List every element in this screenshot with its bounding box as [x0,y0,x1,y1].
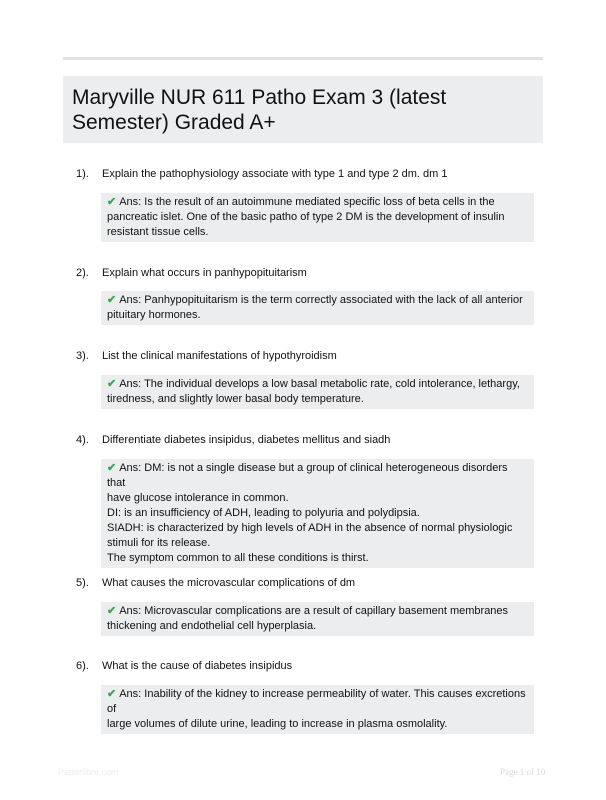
question-item [63,348,543,405]
answer-box [101,193,534,242]
answer-text: Ans: The individual develops a low basal metabolic rate, cold intolerance, lethargy, [119,378,520,390]
answer-box [101,459,534,568]
answer-text: resistant tissue cells. [107,226,209,238]
check-icon: ✔ [107,462,117,474]
answer-text: Ans: DM: is not a single disease but a group of clinical heterogeneous disorders that [107,462,508,489]
question-item [63,166,543,238]
question-number: 5). [76,577,89,589]
answer-text: SIADH: is characterized by high levels of ADH in the absence of normal physiologic [107,522,513,534]
answer-text: The symptom common to all these conditions is thirst. [107,552,369,564]
answer-box [101,685,534,734]
check-icon: ✔ [107,378,117,390]
document-title: Maryville NUR 611 Patho Exam 3 (latest Semester) Graded A+ [72,86,447,134]
answer-text: Ans: Microvascular complications are a result of capillary basement membranes [119,605,509,617]
question-number: 2). [76,267,89,279]
answer-box [101,602,534,636]
answer-box [101,375,534,409]
answer-text: Ans: Panhypopituitarism is the term correctly associated with the lack of all anterior [119,294,523,306]
question-number: 1). [76,168,89,180]
footer-watermark: Paperlibre.com [58,767,119,777]
question-number: 6). [76,660,89,672]
question-text: What is the cause of diabetes insipidus [102,660,293,672]
answer-text: DI: is an insufficiency of ADH, leading to polyuria and polydipsia. [107,507,420,519]
question-number: 4). [76,434,89,446]
check-icon: ✔ [107,196,117,208]
check-icon: ✔ [107,294,117,306]
question-item [63,658,543,730]
title-banner [63,76,543,143]
check-icon: ✔ [107,605,117,617]
page-number: Page 1 of 10 [500,767,546,777]
check-icon: ✔ [107,688,117,700]
question-text: What causes the microvascular complications of dm [102,577,356,589]
answer-box [101,291,534,325]
answer-text: Ans: Inability of the kidney to increase permeability of water. This causes excretions of [107,688,526,715]
answer-text: pancreatic islet. One of the basic patho of type 2 DM is the development of insulin [107,211,505,223]
question-text: Explain the pathophysiology associate with type 1 and type 2 dm. dm 1 [102,168,448,180]
question-text: Differentiate diabetes insipidus, diabetes mellitus and siadh [102,434,391,446]
answer-text: Ans: Is the result of an autoimmune mediated specific loss of beta cells in the [119,196,495,208]
top-divider [63,57,543,60]
question-item [63,575,543,632]
answer-text: thickening and endothelial cell hyperplasia. [107,620,317,632]
question-text: Explain what occurs in panhypopituitarism [102,267,307,279]
answer-text: have glucose intolerance in common. [107,492,289,504]
answer-text: large volumes of dilute urine, leading to increase in plasma osmolality. [107,718,448,730]
answer-text: tiredness, and slightly lower basal body temperature. [107,393,364,405]
answer-text: stimuli for its release. [107,537,211,549]
question-item [63,432,543,564]
question-number: 3). [76,350,89,362]
question-item [63,265,543,321]
question-text: List the clinical manifestations of hypothyroidism [102,350,337,362]
answer-text: pituitary hormones. [107,309,201,321]
